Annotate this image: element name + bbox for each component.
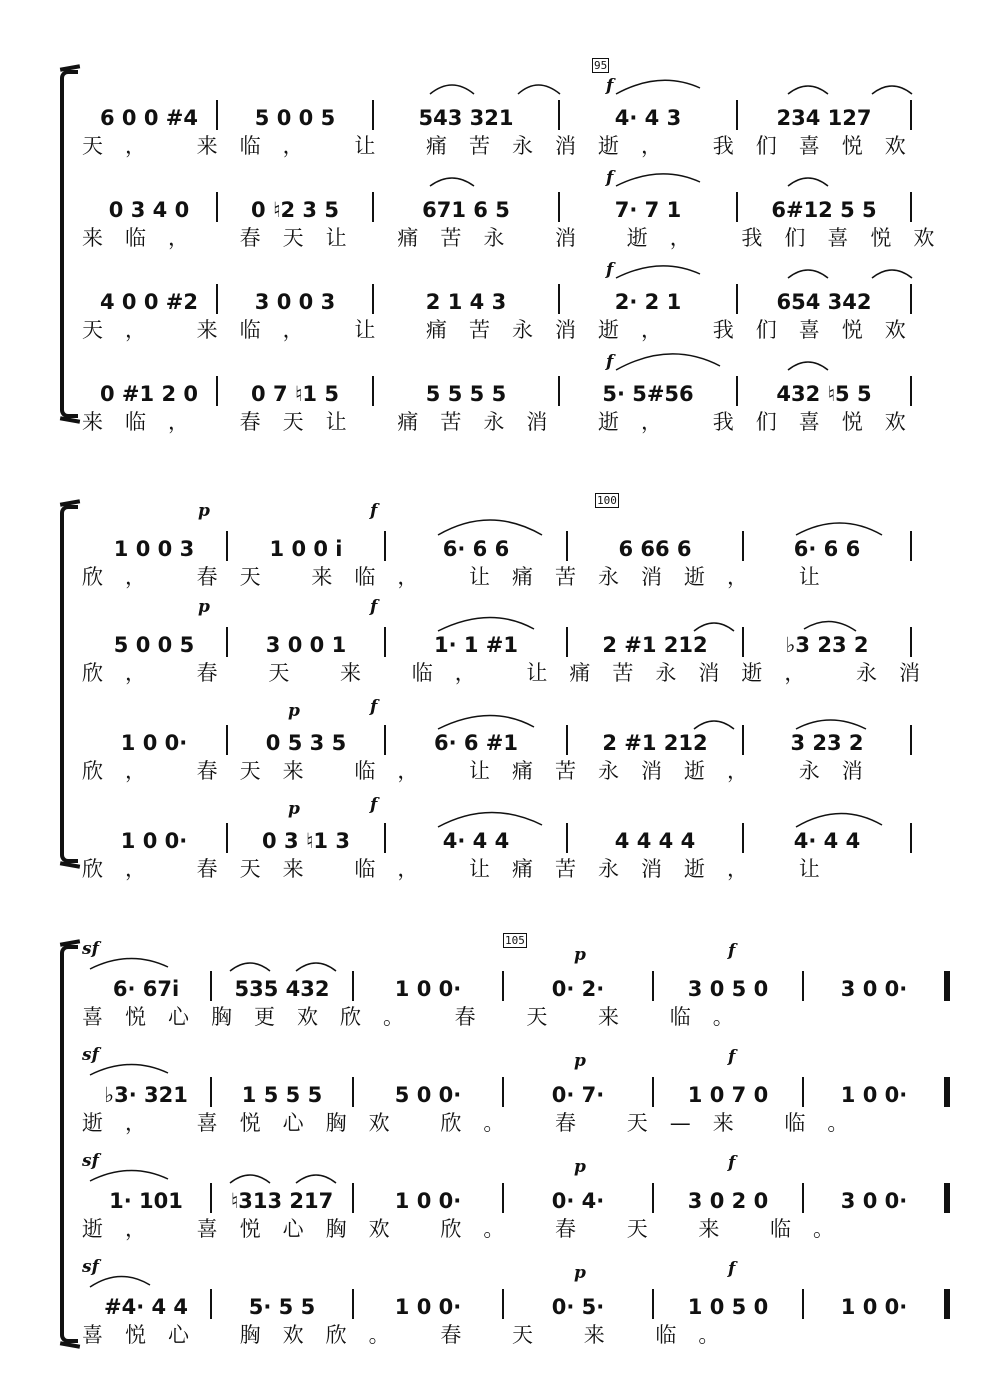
measure: 1 0 7 0 [654,1077,804,1107]
measure: 7· 7 1 [560,192,738,222]
measure: 671 6 5 [374,192,560,222]
measure: ♭3 23 2 [744,627,912,657]
dynamic-p: p [288,701,300,721]
measure: 1 0 5 0 [654,1289,804,1319]
measure: 2 #1 212 [568,725,744,755]
measure: 0 3 ♮1 3 [228,823,386,853]
measure: 3 0 0 3 [218,284,374,314]
dynamic-p: p [198,501,210,521]
lyrics: 逝， 喜悦心胸欢 欣。 春 天—来 临。 [82,1111,871,1135]
lyrics: 来临， 春天让 痛苦永 消 逝， 我们喜悦欢 [82,226,957,250]
measure: 2 #1 212 [568,627,744,657]
measure: ♮313 217 [212,1183,354,1213]
measure: 1· 1 #1 [386,627,568,657]
rehearsal-mark-100: 100 [597,494,617,507]
measure: 0· 2· [504,971,654,1001]
dynamic-f: f [606,260,614,280]
dynamic-f: f [728,1259,736,1279]
system-2 [60,494,960,881]
lyrics: 喜悦心胸更欢欣。 春 天 来 临。 [82,1005,756,1029]
measure: 2· 2 1 [560,284,738,314]
measure: 654 342 [738,284,912,314]
system-3 [60,934,960,1347]
lyrics: 欣， 春天 来临， 让痛苦永消逝， 让 [82,565,842,589]
measure: 3 0 0· [804,971,950,1001]
system-1 [60,59,960,434]
measure: 535 432 [212,971,354,1001]
dynamic-p: p [574,1263,586,1283]
measure: 1 0 0 3 [82,531,228,561]
measure: 1 0 0· [354,971,504,1001]
measure: 1 0 0· [354,1183,504,1213]
dynamic-f: f [728,1153,736,1173]
measure: 1 0 0· [804,1289,950,1319]
dynamic-p: p [574,1157,586,1177]
rehearsal-mark-105: 105 [505,934,525,947]
dynamic-p: p [288,799,300,819]
measure: 1 0 0· [82,823,228,853]
dynamic-f: f [606,352,614,372]
dynamic-f: f [728,941,736,961]
measure: 1 5 5 5 [212,1077,354,1107]
measure: 6 0 0 #4 [82,100,218,130]
measure: 432 ♮5 5 [738,376,912,406]
measure: 1 0 0· [82,725,228,755]
lyrics: 喜悦心 胸欢欣。 春 天 来 临。 [82,1323,742,1347]
measure: 3 23 2 [744,725,912,755]
measure: 5 0 0 5 [82,627,228,657]
dynamic-f: f [370,597,378,617]
measure: 6· 67i [82,971,212,1001]
dynamic-p: p [574,1051,586,1071]
dynamic-f: f [370,795,378,815]
measure: 234 127 [738,100,912,130]
lyrics: 欣， 春天来 临， 让痛苦永消逝， 让 [82,857,842,881]
lyrics: 欣， 春天来 临， 让痛苦永消逝， 永消 [82,759,885,783]
lyrics: 逝， 喜悦心胸欢 欣。 春 天 来 临。 [82,1217,857,1241]
dynamic-sf: sf [82,939,99,959]
dynamic-f: f [370,501,378,521]
dynamic-sf: sf [82,1257,99,1277]
lyrics: 天， 来临， 让 痛苦永消逝， 我们喜悦欢 [82,318,928,342]
measure: 4· 4 3 [560,100,738,130]
measure: ♭3· 321 [82,1077,212,1107]
measure: 1 0 0 i [228,531,386,561]
lyrics: 天， 来临， 让 痛苦永消逝， 我们喜悦欢 [82,134,928,158]
measure: 4· 4 4 [386,823,568,853]
measure: 5· 5 5 [212,1289,354,1319]
measure: 2 1 4 3 [374,284,560,314]
measure: 5· 5#56 [560,376,738,406]
measure: 1 0 0· [804,1077,950,1107]
measure: 4· 4 4 [744,823,912,853]
measure: 0· 7· [504,1077,654,1107]
measure: 6#12 5 5 [738,192,912,222]
measure: #4· 4 4 [82,1289,212,1319]
measure: 1· 101 [82,1183,212,1213]
rehearsal-mark-95: 95 [594,59,608,72]
measure: 3 0 0 1 [228,627,386,657]
measure: 0· 5· [504,1289,654,1319]
dynamic-sf: sf [82,1045,99,1065]
measure: 1 0 0· [354,1289,504,1319]
lyrics: 欣， 春 天 来 临， 让痛苦永消逝， 永消 [82,661,943,685]
measure: 0 7 ♮1 5 [218,376,374,406]
measure: 6· 6 6 [744,531,912,561]
dynamic-f: f [728,1047,736,1067]
measure: 0 #1 2 0 [82,376,218,406]
measure: 4 4 4 4 [568,823,744,853]
dynamic-p: p [574,945,586,965]
measure: 4 0 0 #2 [82,284,218,314]
measure: 5 0 0 5 [218,100,374,130]
measure: 0 3 4 0 [82,192,218,222]
measure: 5 5 5 5 [374,376,560,406]
measure: 3 0 5 0 [654,971,804,1001]
measure: 6· 6 #1 [386,725,568,755]
measure: 543 321 [374,100,560,130]
dynamic-f: f [606,76,614,96]
measure: 3 0 0· [804,1183,950,1213]
dynamic-f: f [606,168,614,188]
measure: 0 ♮2 3 5 [218,192,374,222]
measure: 6· 6 6 [386,531,568,561]
dynamic-sf: sf [82,1151,99,1171]
lyrics: 来临， 春天让 痛苦永消 逝， 我们喜悦欢 [82,410,928,434]
measure: 6 66 6 [568,531,744,561]
measure: 0 5 3 5 [228,725,386,755]
dynamic-p: p [198,597,210,617]
measure: 3 0 2 0 [654,1183,804,1213]
measure: 5 0 0· [354,1077,504,1107]
measure: 0· 4· [504,1183,654,1213]
dynamic-f: f [370,697,378,717]
